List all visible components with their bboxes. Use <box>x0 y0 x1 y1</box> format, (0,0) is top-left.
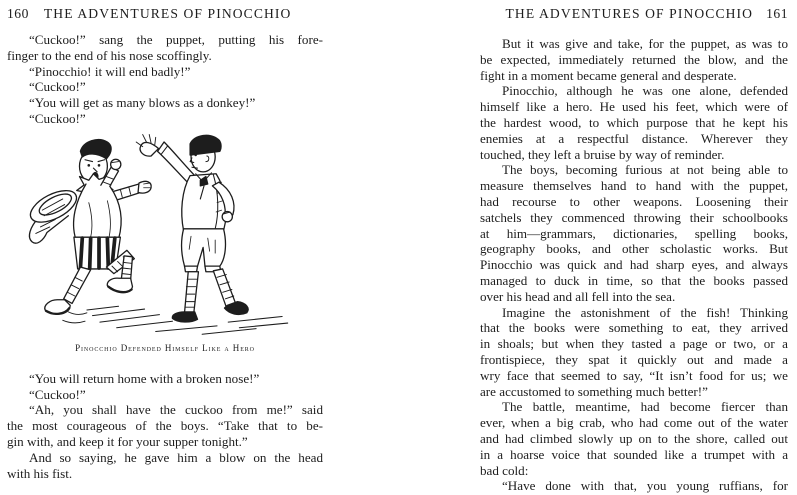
text-line: The battle, meantime, had become fiercer than <box>502 399 788 415</box>
page-number-left: 160 <box>7 6 29 21</box>
page-left-header <box>7 6 323 22</box>
paragraph <box>480 305 788 400</box>
text-line: in a hoarse voice that sounded like a trumpet with a <box>480 446 788 462</box>
paragraph <box>7 450 323 482</box>
paragraph <box>7 402 323 449</box>
paragraph <box>7 32 323 64</box>
text-line: at him—grammars, dictionaries, spelling books, <box>480 225 788 241</box>
text-line: “Cuckoo!” <box>29 386 86 402</box>
text-line: satchels they commenced throwing their schoolbooks <box>480 209 788 225</box>
text-line: Pinocchio was quick and had sharp eyes, and always <box>480 257 788 273</box>
page-left <box>7 6 323 481</box>
text-line: had recourse to other weapons. Loosening their <box>480 193 788 209</box>
text-line: geography books, and other scholastic works. But <box>480 241 788 257</box>
text-line: gin with, and keep it for your supper tonight.” <box>7 433 248 449</box>
paragraph <box>7 371 323 387</box>
illustration-figure <box>7 128 323 353</box>
text-line: bad cold: <box>480 462 529 478</box>
text-line: “Have done with that, you young ruffians, for <box>502 478 788 494</box>
pinocchio-figure <box>45 139 151 322</box>
paragraph <box>480 36 788 83</box>
page-right <box>480 6 788 494</box>
text-line: “Ah, you shall have the cuckoo from me!” said <box>29 402 323 418</box>
text-line: and had climbed slowly up on to the shore, called out <box>480 430 788 446</box>
text-line: Imagine the astonishment of the fish! Thinking <box>502 304 788 320</box>
paragraph <box>7 95 323 111</box>
paragraph <box>480 83 788 162</box>
text-line: But it was give and take, for the puppet, as was to <box>502 36 788 51</box>
text-line: Pinocchio, although he was one alone, defended <box>502 83 788 99</box>
boy-figure <box>136 134 248 321</box>
text-line: “Cuckoo!” <box>29 79 86 95</box>
left-text-above-illustration <box>7 32 323 127</box>
text-line: that the books were something to eat, they arrived <box>480 320 788 336</box>
paragraph <box>7 387 323 403</box>
text-line: the most courageous of the boys. “Take that to be- <box>7 418 323 434</box>
flying-hat <box>26 184 82 243</box>
illustration-drawing <box>7 128 323 338</box>
text-line: touched, they left a bruise by way of reminder. <box>480 146 725 162</box>
paragraph <box>7 111 323 127</box>
paragraph <box>480 162 788 304</box>
text-line: the hardest wood, to which purpose that he kept his <box>480 114 788 130</box>
paragraph <box>480 399 788 478</box>
paragraph <box>480 478 788 494</box>
text-line: “Pinocchio! it will end badly!” <box>29 63 191 79</box>
text-line: are accustomed to something much better!” <box>480 383 708 399</box>
illustration-caption: Pinocchio Defended Himself Like a Hero <box>75 342 255 353</box>
text-line: in shoals; but when they tasted a page or two, or a <box>480 336 788 352</box>
text-line: with his fist. <box>7 465 73 481</box>
page-number-right: 161 <box>766 6 788 21</box>
text-line: over his head and all fell into the sea. <box>480 288 676 304</box>
text-line: The boys, becoming furious at not being able to <box>502 162 788 178</box>
text-line: “You will get as many blows as a donkey!” <box>29 95 256 111</box>
text-line: measure themselves hand to hand with the puppet, <box>480 178 788 194</box>
right-text-column <box>480 36 788 494</box>
text-line: managed to duck in time, so that the books passed <box>480 272 788 288</box>
text-line: finger to the end of his nose scoffingly. <box>7 47 212 63</box>
text-line: And so saying, he gave him a blow on the head <box>29 449 323 465</box>
text-line: frontispiece, they spat it quickly out and made a <box>480 351 788 367</box>
text-line: wry face that seemed to say, “It isn’t food for us; we <box>480 367 788 383</box>
left-text-below-illustration <box>7 371 323 482</box>
text-line: fight in a moment became general and desperate. <box>480 67 737 83</box>
paragraph <box>7 79 323 95</box>
text-line: himself like a hero. He used his feet, which were of <box>480 99 788 115</box>
running-head-title-right: THE ADVENTURES OF PINOCCHIO <box>505 6 754 21</box>
text-line: enemies at a respectful distance. Wherever they <box>480 130 788 146</box>
text-line: “Cuckoo!” sang the puppet, putting his fore- <box>29 32 323 47</box>
text-line: “You will return home with a broken nose!” <box>29 370 260 386</box>
running-head-title-left: THE ADVENTURES OF PINOCCHIO <box>43 6 292 21</box>
paragraph <box>7 64 323 80</box>
text-line: “Cuckoo!” <box>29 110 86 126</box>
text-line: be expected, immediately returned the blow, and the <box>480 51 788 67</box>
text-line: ever, when a big crab, who had come out of the water <box>480 415 788 431</box>
page-right-header <box>480 6 788 22</box>
